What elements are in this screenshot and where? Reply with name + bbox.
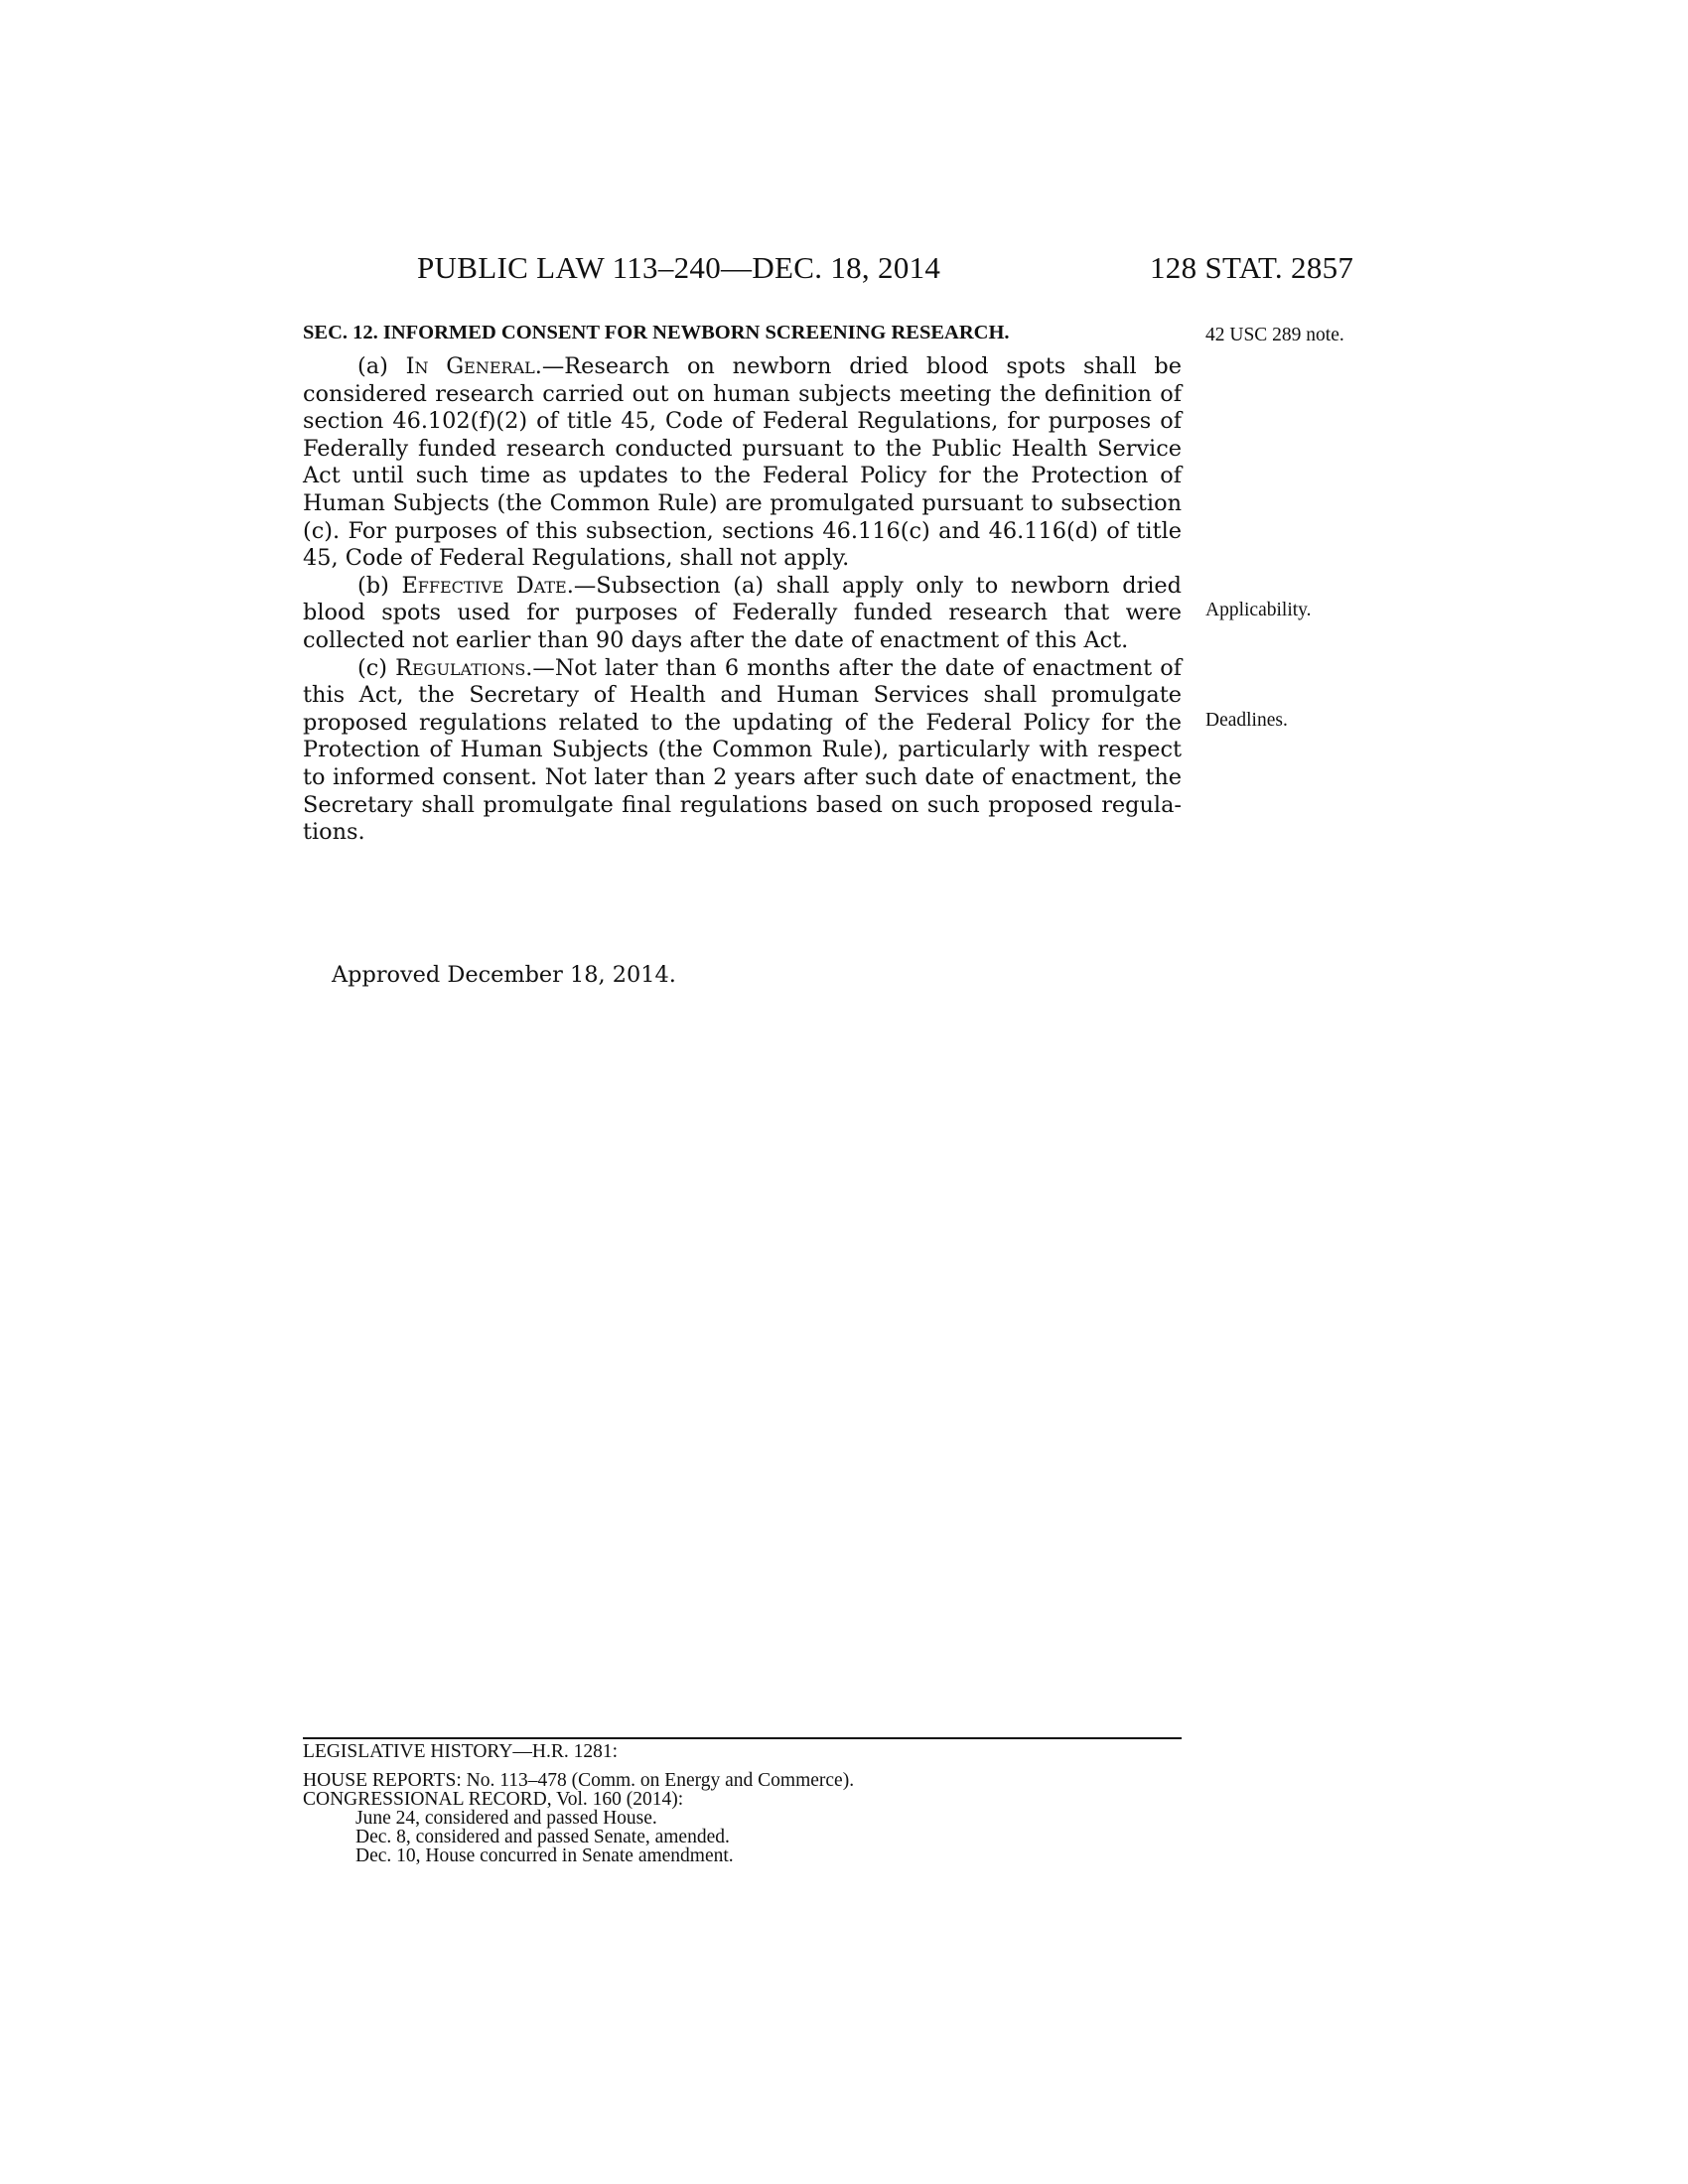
paragraph-a-dash: — — [541, 353, 565, 379]
paragraph-c — [303, 655, 1182, 847]
footnote-divider — [303, 1737, 1182, 1739]
paragraph-b — [303, 573, 1182, 655]
paragraph-b-caption: Effective Date. — [401, 572, 574, 599]
paragraph-a-caption: In General. — [405, 353, 542, 379]
statute-citation: 128 STAT. 2857 — [1150, 250, 1354, 285]
congressional-record: CONGRESSIONAL RECORD, Vol. 160 (2014): — [303, 1789, 684, 1810]
paragraph-a-label: (a) — [357, 353, 406, 379]
paragraph-b-label: (b) — [357, 572, 402, 599]
paragraph-c-label: (c) — [357, 654, 396, 681]
section-heading: SEC. 12. INFORMED CONSENT FOR NEWBORN SCREENING RESEARCH. — [303, 322, 1010, 343]
approval-line: Approved December 18, 2014. — [332, 962, 676, 988]
house-reports: HOUSE REPORTS: No. 113–478 (Comm. on Energy and Commerce). — [303, 1770, 855, 1791]
running-head: PUBLIC LAW 113–240—DEC. 18, 2014 — [417, 250, 941, 285]
paragraph-a-text: Research on newborn dried blood spots shall be considered research carried out on human subjects meeting the definition of section 46.102(f)(2) of title 45, Code of Federal Regulations, for purposes of Federally funded research conducted pursuant to the Public Health Service Act until such time as updates to the Federal Policy for the Protection of Human Subjects (the Common Rule) are promulgated pursuant to subsection (c). For purposes of this subsection, sections 46.116(c) and 46.116(d) of title 45, Code of Federal Regulations, shall not apply. — [303, 353, 1183, 572]
margin-note-deadlines: Deadlines. — [1205, 710, 1288, 731]
paragraph-a — [303, 353, 1182, 573]
legislative-history — [303, 1742, 1182, 1865]
margin-note-applicability: Applicability. — [1205, 600, 1312, 620]
paragraph-c-caption: Regulations. — [395, 654, 533, 681]
paragraph-c-dash: — — [532, 654, 555, 681]
record-entry: Dec. 8, considered and passed Senate, amended. — [355, 1827, 730, 1847]
record-entry: June 24, considered and passed House. — [355, 1808, 657, 1829]
legislative-history-title: LEGISLATIVE HISTORY—H.R. 1281: — [303, 1741, 619, 1762]
paragraph-b-text: Subsection (a) shall apply only to newborn dried blood spots used for purposes of Federally funded research that were collected not earlier than 90 days after the date of enactment of this Act. — [303, 572, 1183, 653]
margin-citation: 42 USC 289 note. — [1205, 325, 1344, 345]
section-body — [303, 353, 1182, 847]
record-entry: Dec. 10, House concurred in Senate amendment. — [355, 1845, 734, 1866]
paragraph-c-text: Not later than 6 months after the date of enactment of this Act, the Secretary of Health and Human Services shall promulgate proposed regulations related to the updating of the Federal Policy for the Protection of Human Subjects (the Common Rule), particularly with respect to informed consent. Not later than 2 years after such date of enactment, the Secretary shall promulgate final regulations based on such proposed regulations. — [303, 654, 1182, 846]
paragraph-b-dash: — — [573, 572, 597, 599]
